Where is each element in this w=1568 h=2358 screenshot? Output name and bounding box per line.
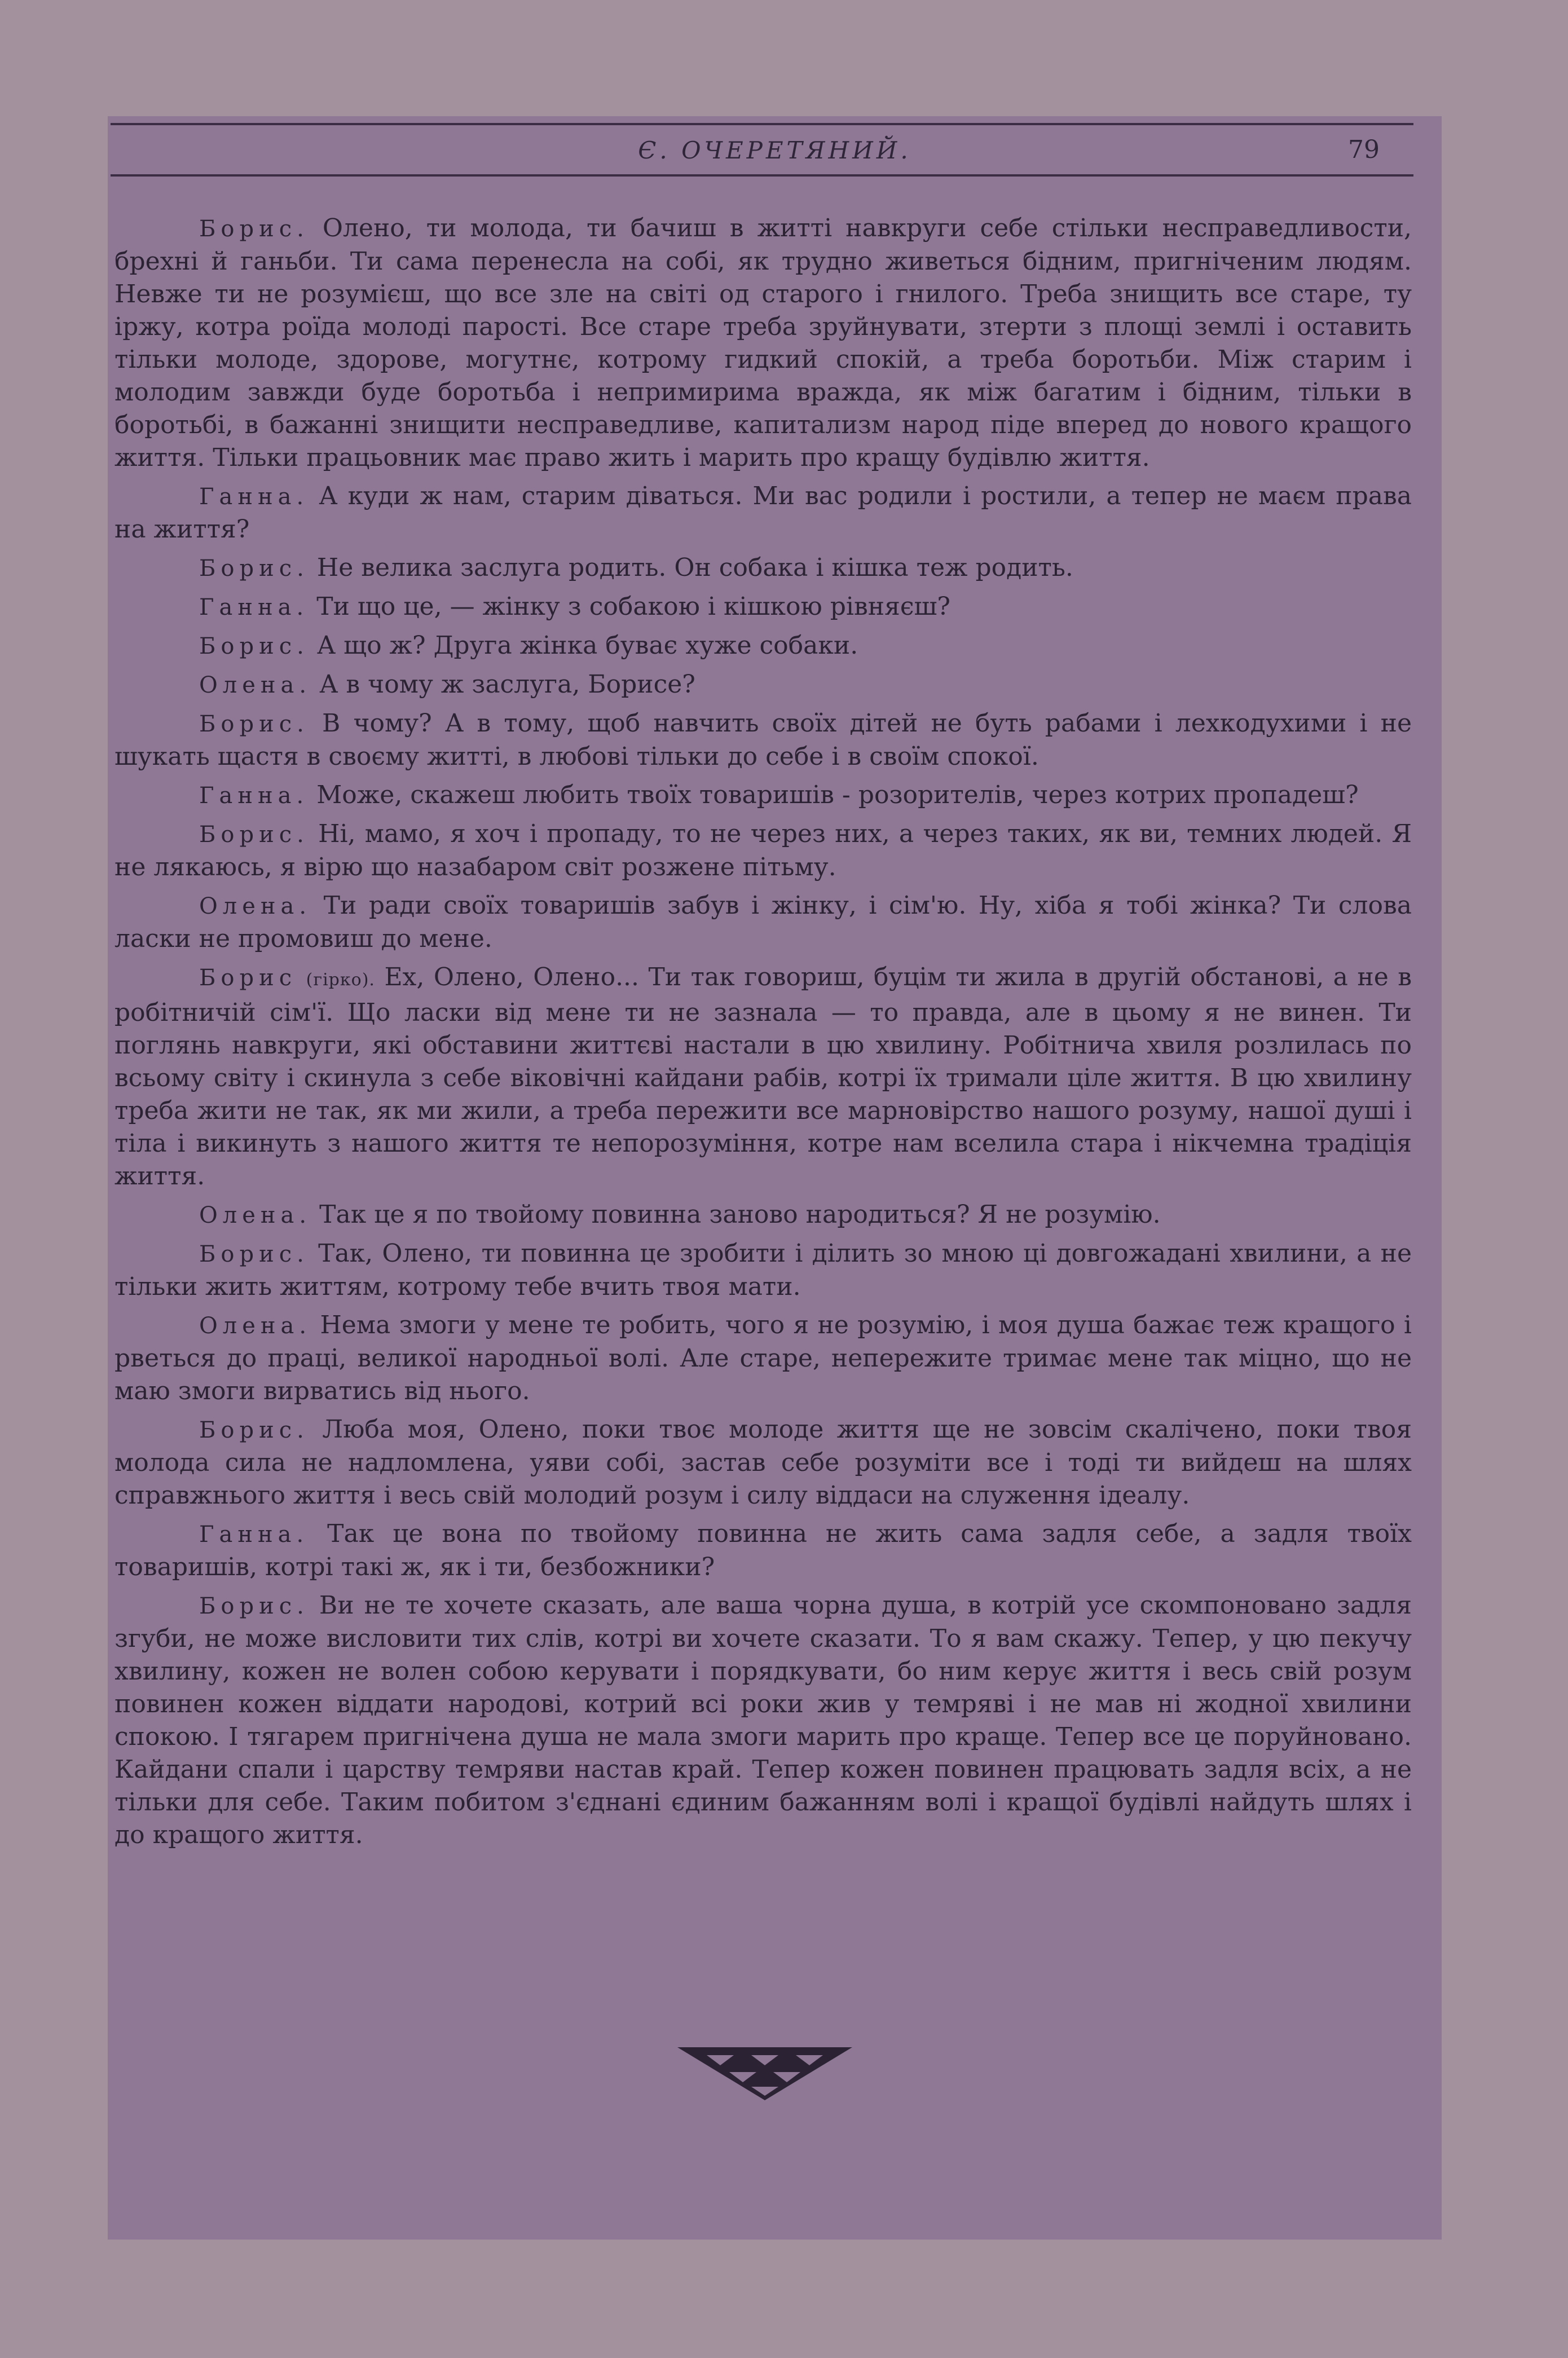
speech-text: А що ж? Друга жінка буває хуже собаки. bbox=[316, 631, 858, 660]
speaker-name: Борис bbox=[199, 965, 297, 991]
speaker-name: Борис. bbox=[199, 711, 309, 737]
dialogue-paragraph bbox=[114, 1413, 1412, 1512]
speaker-name: Борис. bbox=[199, 556, 309, 581]
speech-text: Ти ради своїх товаришів забув і жінку, і сім'ю. Ну, хіба я тобі жінка? Ти слова ласки не промовиш до мене. bbox=[114, 891, 1412, 953]
dialogue-paragraph bbox=[114, 668, 1412, 702]
speaker-name: Ганна. bbox=[199, 484, 309, 510]
running-head-author: Є. ОЧЕРЕТЯНИЙ. bbox=[638, 136, 911, 164]
speaker-name: Борис. bbox=[199, 822, 309, 848]
dialogue-paragraph bbox=[114, 629, 1412, 663]
speaker-name: Олена. bbox=[199, 1313, 312, 1339]
speaker-name: Борис. bbox=[199, 1417, 309, 1443]
dialogue-paragraph bbox=[114, 889, 1412, 955]
page-number: 79 bbox=[1348, 135, 1380, 164]
speech-text: Ти що це, — жінку з собакою і кішкою рівняєш? bbox=[316, 592, 950, 621]
speaker-name: Ганна. bbox=[199, 1522, 309, 1548]
book-page bbox=[108, 116, 1442, 2240]
dialogue-paragraph bbox=[114, 961, 1412, 1193]
dialogue-paragraph bbox=[114, 818, 1412, 884]
speaker-name: Олена. bbox=[199, 1202, 312, 1228]
speech-text: Так, Олено, ти повинна це зробити і ділить зо мною ці довгожадані хвилини, а не тільки жить життям, котрому тебе вчить твоя мати. bbox=[114, 1239, 1412, 1301]
dialogue-paragraph bbox=[114, 590, 1412, 624]
dialogue-paragraph bbox=[114, 779, 1412, 812]
speaker-name: Борис. bbox=[199, 1593, 309, 1619]
dialogue-paragraph bbox=[114, 1589, 1412, 1852]
speaker-name: Борис. bbox=[199, 633, 309, 659]
speaker-name: Ганна. bbox=[199, 594, 309, 620]
speech-text: В чому? А в тому, щоб навчить своїх дітей не буть рабами і лехкодухими і не шукать щастя в своєму житті, в любові тільки до себе і в своїм спокої. bbox=[114, 709, 1412, 771]
play-dialogue bbox=[114, 212, 1412, 1857]
dialogue-paragraph bbox=[114, 1198, 1412, 1232]
dialogue-paragraph bbox=[114, 1309, 1412, 1408]
speech-text: Так це я по твойому повинна заново народиться? Я не розумію. bbox=[319, 1200, 1161, 1229]
header-rule-bottom bbox=[111, 174, 1413, 177]
speech-text: А куди ж нам, старим діваться. Ми вас родили і ростили, а тепер не маєм права на життя? bbox=[114, 482, 1412, 544]
dialogue-paragraph bbox=[114, 552, 1412, 585]
dialogue-paragraph bbox=[114, 1237, 1412, 1303]
speaker-name: Борис. bbox=[199, 216, 309, 242]
speech-text: Ні, мамо, я хоч і пропаду, то не через них, а через таких, як ви, темних людей. Я не лякаюсь, я вірю що назабаром світ розжене пітьму. bbox=[114, 819, 1412, 882]
dialogue-paragraph bbox=[114, 212, 1412, 474]
dialogue-paragraph bbox=[114, 480, 1412, 546]
speaker-name: Олена. bbox=[199, 893, 312, 919]
speech-text: Люба моя, Олено, поки твоє молоде життя ще не зовсім скалічено, поки твоя молода сила не надломлена, уяви собі, застав себе розуміти все і тоді ти вийдеш на шлях справжнього життя і весь свій молодий розум і силу віддаси на служення ідеалу. bbox=[114, 1415, 1412, 1510]
stage-direction: (гірко). bbox=[306, 970, 375, 990]
speech-text: Олено, ти молода, ти бачиш в житті навкруги себе стільки несправедливости, брехні й ганьби. Ти сама перенесла на собі, як трудно живеться бідним, пригніченим людям. Невже ти не розумієш, що все зле на світі од старого і гнилого. Треба знищить все старе, ту іржу, котра роїда молоді парості. Все старе треба зруйнувати, зтерти з площі землі і оставить тільки молоде, здорове, могутнє, котрому гидкий спокій, а треба боротьби. Між старим і молодим завжди буде боротьба і непримирима вражда, як між багатим і бідним, тільки в боротьбі, в бажанні знищити несправедливе, капитализм народ піде вперед до нового кращого життя. Тільки працьовник має право жить і марить про кращу будівлю життя. bbox=[114, 214, 1412, 472]
dialogue-paragraph bbox=[114, 1518, 1412, 1584]
header-rule-top bbox=[111, 123, 1413, 125]
speech-text: Не велика заслуга родить. Он собака і кішка теж родить. bbox=[316, 553, 1073, 582]
speech-text: Нема змоги у мене те робить, чого я не розумію, і моя душа бажає теж кращого і рветься до праці, великої народньої волі. Але старе, непережите тримає мене так міцно, що не маю змоги вирватись від нього. bbox=[114, 1311, 1412, 1405]
speaker-name: Борис. bbox=[199, 1241, 309, 1267]
tailpiece-ornament bbox=[677, 2043, 852, 2102]
speaker-name: Олена. bbox=[199, 672, 312, 698]
speech-text: Може, скажеш любить твоїх товаришів - розорителів, через котрих пропадеш? bbox=[316, 781, 1359, 809]
dialogue-paragraph bbox=[114, 707, 1412, 773]
speech-text: Ех, Олено, Олено... Ти так говориш, буцім ти жила в другій обстанові, а не в робітничій сім'ї. Що ласки від мене ти не зазнала — то правда, але в цьому я не винен. Ти поглянь навкруги, які обставини життєві настали в цю хвилину. Робітнича хвиля розлилась по всьому світу і скинула з себе віковічні кайдани рабів, котрі їх тримали ціле життя. В цю хвилину треба жити не так, як ми жили, а треба пережити все марновірство нашого розуму, нашої душі і тіла і викинуть з нашого життя те непорозуміння, котре нам вселила стара і нікчемна традіція життя. bbox=[114, 963, 1412, 1191]
speaker-name: Ганна. bbox=[199, 783, 309, 809]
speech-text: А в чому ж заслуга, Борисе? bbox=[319, 670, 695, 699]
speech-text: Ви не те хочете сказать, але ваша чорна душа, в котрій усе скомпоновано задля згуби, не може висловити тих слів, котрі ви хочете сказати. То я вам скажу. Тепер, у цю пекучу хвилину, кожен не волен собою керувати і порядкувати, бо ним керує життя і весь свій розум повинен кожен віддати народові, котрий всі роки жив у темряві і не мав ні жодної хвилини спокою. І тягарем пригнічена душа не мала змоги марить про краще. Тепер все це поруйновано. Кайдани спали і царству темряви настав край. Тепер кожен повинен працювать задля всіх, а не тільки для себе. Таким побитом з'єднані єдиним бажанням волі і кращої будівлі найдуть шлях і до кращого життя. bbox=[114, 1591, 1412, 1849]
speech-text: Так це вона по твойому повинна не жить сама задля себе, а задля твоїх товаришів, котрі такі ж, як і ти, безбожники? bbox=[114, 1519, 1412, 1581]
